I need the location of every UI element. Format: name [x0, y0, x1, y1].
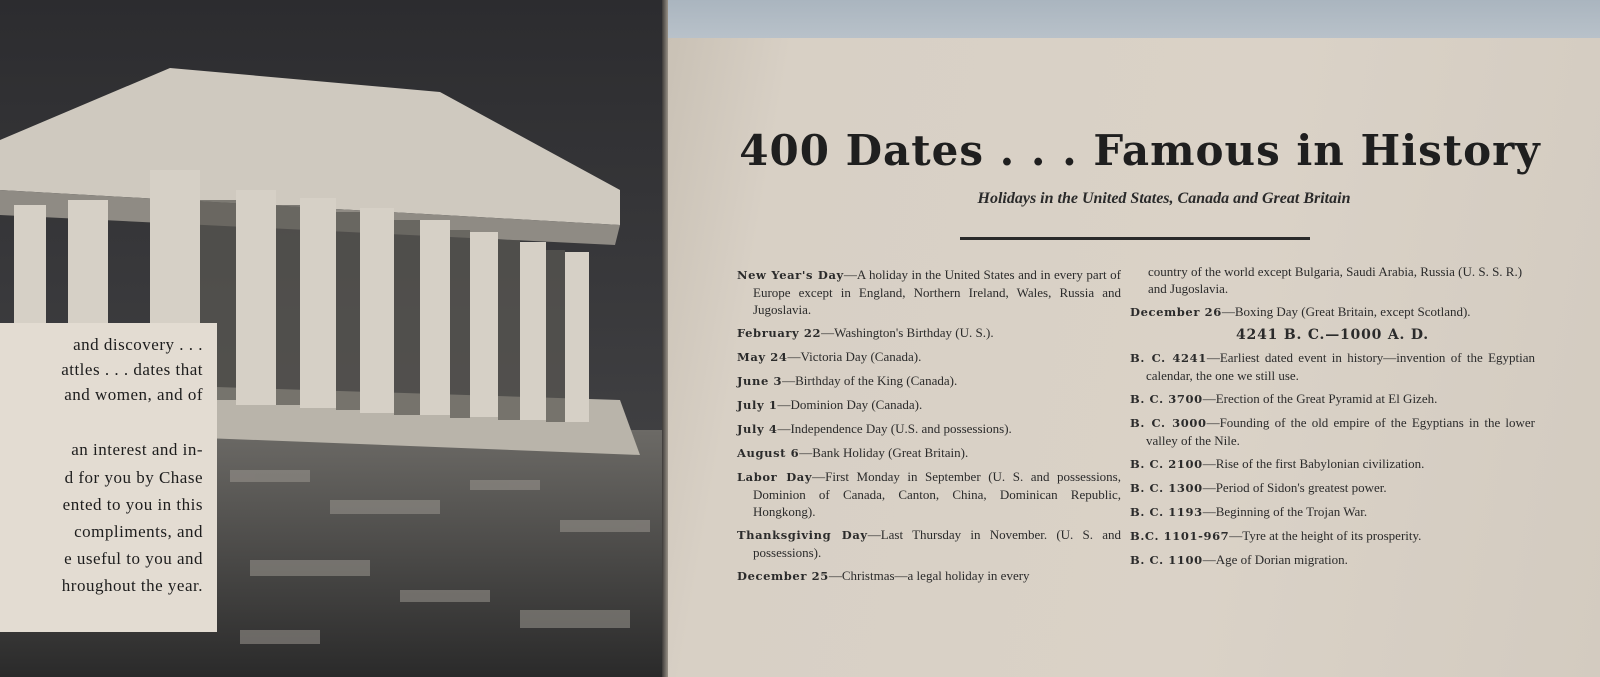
list-item: [1130, 414, 1535, 449]
list-item: [737, 526, 1121, 561]
entry-date: Thanksgiving Day: [737, 528, 868, 542]
entry-text: —Earliest dated event in history—invention of the Egyptian calendar, the one we still use.: [1146, 350, 1535, 383]
entry-text: —Christmas—a legal holiday in every: [828, 568, 1030, 583]
left-page: [0, 0, 666, 677]
caption-line: compliments, and: [74, 522, 203, 541]
history-column: [1130, 263, 1535, 575]
entry-text: —Age of Dorian migration.: [1202, 552, 1348, 567]
caption-card: [0, 323, 217, 632]
right-page: [668, 38, 1600, 677]
entry-date: July 4: [737, 422, 778, 436]
entry-text: —Tyre at the height of its prosperity.: [1229, 528, 1422, 543]
caption-line: and women, and of: [64, 385, 203, 404]
entry-text: —Bank Holiday (Great Britain).: [799, 445, 969, 460]
caption-line: hroughout the year.: [61, 576, 203, 595]
list-item: [737, 348, 1121, 366]
entry-date: New Year's Day: [737, 268, 844, 282]
list-item: [737, 396, 1121, 414]
list-item: [737, 444, 1121, 462]
list-item: [737, 324, 1121, 342]
list-item: [737, 468, 1121, 520]
entry-date: B. C. 3000: [1130, 416, 1207, 430]
list-item: [1130, 349, 1535, 384]
entry-date: July 1: [737, 398, 778, 412]
entry-text: —Dominion Day (Canada).: [777, 397, 923, 412]
list-item: [1130, 303, 1535, 321]
list-item: [737, 266, 1121, 318]
entry-date: December 26: [1130, 305, 1222, 319]
caption-line: e useful to you and: [64, 549, 203, 568]
era-heading: 4241 B. C.—1000 A. D.: [1236, 327, 1429, 343]
entry-text: —Founding of the old empire of the Egyptians in the lower valley of the Nile.: [1146, 415, 1535, 448]
entry-date: B. C. 1300: [1130, 481, 1203, 495]
entry-date: May 24: [737, 350, 788, 364]
list-item: [1130, 503, 1535, 521]
entry-date: B. C. 1100: [1130, 553, 1203, 567]
entry-text: —Rise of the first Babylonian civilization.: [1202, 456, 1425, 471]
entry-text: —A holiday in the United States and in every part of Europe except in England, Northern Ireland, Wales, Russia and Jugoslavia.: [753, 267, 1121, 317]
entry-date: B.C. 1101-967: [1130, 529, 1230, 543]
page-title: 400 Dates . . . Famous in History: [739, 126, 1541, 175]
entry-date: B. C. 1193: [1130, 505, 1203, 519]
list-item: [1130, 551, 1535, 569]
list-item: [1130, 390, 1535, 408]
list-item: [1130, 455, 1535, 473]
list-item: [737, 567, 1121, 585]
entry-date: February 22: [737, 326, 822, 340]
caption-line: ented to you in this: [62, 495, 203, 514]
entry-date: December 25: [737, 569, 829, 583]
entry-text: —Independence Day (U.S. and possessions).: [777, 421, 1012, 436]
entry-date: B. C. 2100: [1130, 457, 1203, 471]
entry-text: —First Monday in September (U. S. and possessions, Dominion of Canada, Canton, China, Dominican Republic, Hongkong).: [753, 469, 1121, 519]
entry-date: Labor Day: [737, 470, 813, 484]
entry-text: —Period of Sidon's greatest power.: [1202, 480, 1387, 495]
entry-text: —Victoria Day (Canada).: [787, 349, 922, 364]
caption-line: d for you by Chase: [64, 468, 203, 487]
background-strip: [668, 0, 1600, 40]
caption-line: an interest and in-: [71, 440, 203, 459]
entry-text: —Boxing Day (Great Britain, except Scotland).: [1221, 304, 1471, 319]
list-item: [737, 372, 1121, 390]
list-item: [737, 420, 1121, 438]
entry-text: —Washington's Birthday (U. S.).: [821, 325, 994, 340]
entry-text: —Erection of the Great Pyramid at El Gizeh.: [1202, 391, 1438, 406]
entry-text: —Last Thursday in November. (U. S. and possessions).: [753, 527, 1121, 560]
list-item: [1130, 479, 1535, 497]
entry-date: June 3: [737, 374, 783, 388]
list-item: [1130, 527, 1535, 545]
title-divider: [960, 237, 1310, 240]
entry-date: B. C. 4241: [1130, 351, 1207, 365]
entry-continuation: country of the world except Bulgaria, Saudi Arabia, Russia (U. S. S. R.) and Jugoslavia.: [1148, 264, 1523, 296]
entry-text: —Birthday of the King (Canada).: [782, 373, 958, 388]
caption-line: attles . . . dates that: [61, 360, 203, 379]
entry-date: B. C. 3700: [1130, 392, 1203, 406]
entry-text: —Beginning of the Trojan War.: [1202, 504, 1368, 519]
entry-date: August 6: [737, 446, 800, 460]
holidays-column: [737, 266, 1121, 591]
page-subtitle: Holidays in the United States, Canada and Great Britain: [977, 190, 1351, 207]
caption-line: and discovery . . .: [73, 335, 203, 354]
